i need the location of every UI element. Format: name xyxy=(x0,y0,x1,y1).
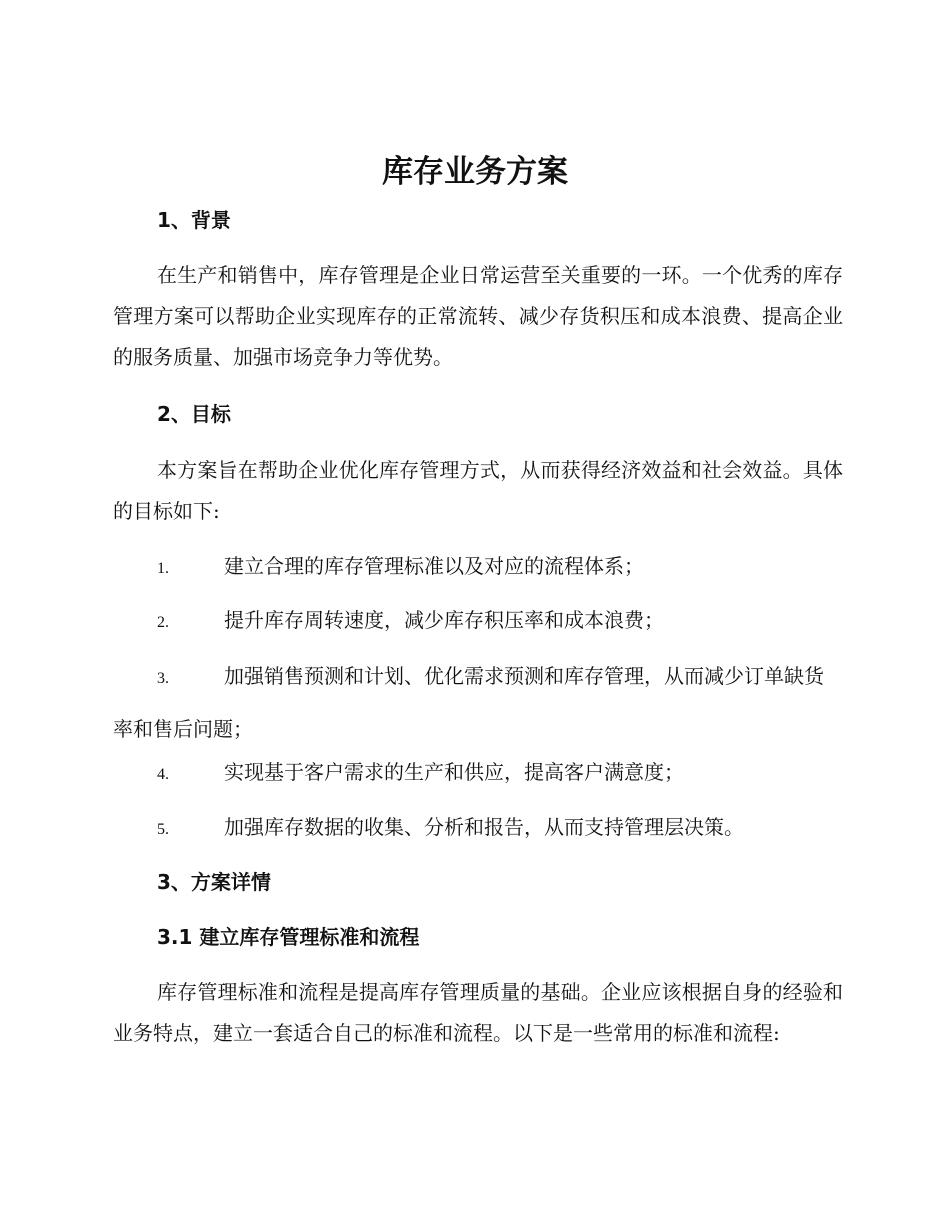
list-number: 1. xyxy=(157,560,169,577)
section-heading-background: 1、背景 xyxy=(157,208,231,232)
list-text: 实现基于客户需求的生产和供应，提高客户满意度； xyxy=(224,760,684,784)
list-item xyxy=(113,541,843,594)
section-heading-goals: 2、目标 xyxy=(157,402,231,426)
list-item xyxy=(113,747,843,800)
document-title: 库存业务方案 xyxy=(382,154,568,190)
list-number: 2. xyxy=(157,614,169,631)
details-paragraph: 库存管理标准和流程是提高库存管理质量的基础。企业应该根据自身的经验和业务特点，建立一套适合自己的标准和流程。以下是一些常用的标准和流程: xyxy=(113,980,843,1045)
background-paragraph: 在生产和销售中，库存管理是企业日常运营至关重要的一环。一个优秀的库存管理方案可以帮助企业实现库存的正常流转、减少存货积压和成本浪费、提高企业的服务质量、加强市场竞争力等优势。 xyxy=(113,263,843,369)
goals-paragraph: 本方案旨在帮助企业优化库存管理方式，从而获得经济效益和社会效益。具体的目标如下: xyxy=(113,458,843,523)
list-number: 5. xyxy=(157,821,169,838)
list-text: 建立合理的库存管理标准以及对应的流程体系； xyxy=(224,554,644,578)
list-number: 3. xyxy=(157,670,169,687)
list-item xyxy=(113,595,843,648)
section-heading-details: 3、方案详情 xyxy=(157,870,271,894)
list-number: 4. xyxy=(157,766,169,783)
list-item xyxy=(113,651,843,755)
list-text: 加强销售预测和计划、优化需求预测和库存管理，从而减少订单缺货率和售后问题； xyxy=(113,664,824,741)
list-text: 加强库存数据的收集、分析和报告，从而支持管理层决策。 xyxy=(224,815,744,839)
subsection-heading: 3.1 建立库存管理标准和流程 xyxy=(157,925,420,949)
list-text: 提升库存周转速度，减少库存积压率和成本浪费； xyxy=(224,608,664,632)
list-item xyxy=(113,802,843,855)
